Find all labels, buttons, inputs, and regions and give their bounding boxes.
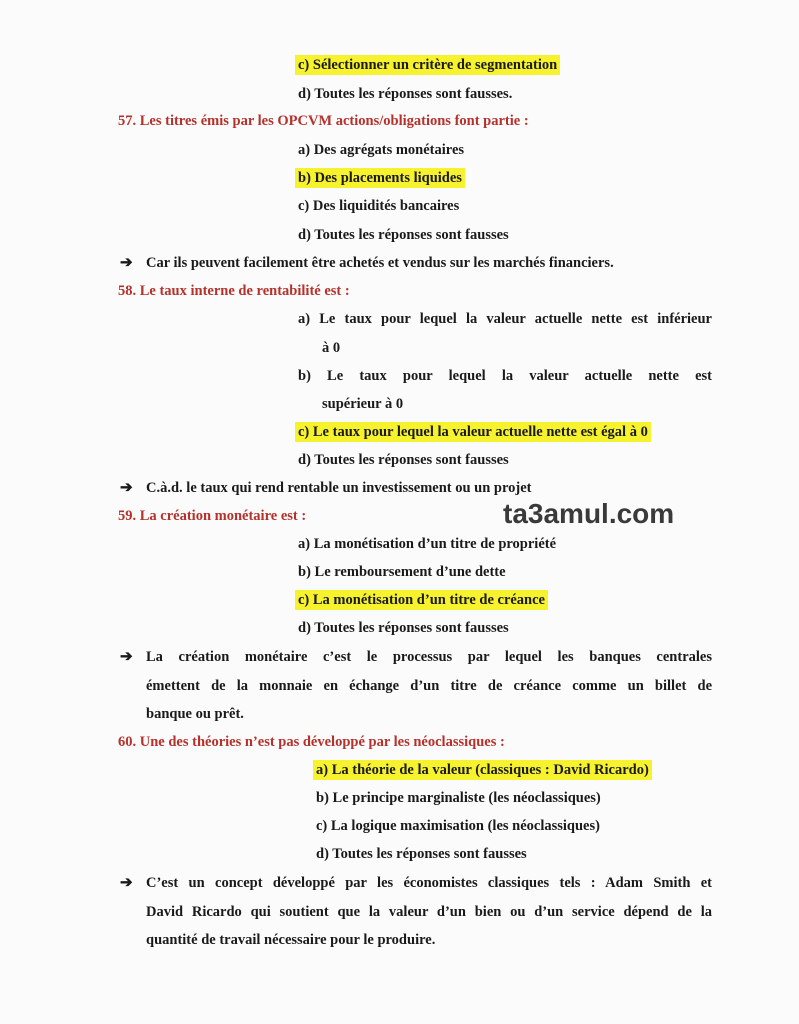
watermark: ta3amul.com <box>503 498 675 529</box>
arrow-right-icon: ➔ <box>120 649 133 665</box>
q56-option-d: d) Toutes les réponses sont fausses. <box>298 86 513 102</box>
q57-option-a: a) Des agrégats monétaires <box>298 142 465 158</box>
q57-title: 57. Les titres émis par les OPCVM actions/obligations font partie : <box>118 113 529 129</box>
q59-option-b: b) Le remboursement d’une dette <box>298 564 506 580</box>
q57-explanation: Car ils peuvent facilement être achetés et vendus sur les marchés financiers. <box>146 255 614 271</box>
q59-option-d: d) Toutes les réponses sont fausses <box>298 620 509 636</box>
q57-option-c: c) Des liquidités bancaires <box>298 198 460 214</box>
q56-option-c-correct: c) Sélectionner un critère de segmentation <box>295 55 560 75</box>
q58-option-b-line2: supérieur à 0 <box>322 396 404 412</box>
arrow-right-icon: ➔ <box>120 875 133 891</box>
q60-explanation-line2: David Ricardo qui soutient que la valeur d’un bien ou d’un service dépend de la <box>146 904 712 920</box>
q60-title: 60. Une des théories n’est pas développé par les néoclassiques : <box>118 734 505 750</box>
q58-title: 58. Le taux interne de rentabilité est : <box>118 283 350 299</box>
q57-option-b-correct: b) Des placements liquides <box>295 168 465 188</box>
q59-explanation-line3: banque ou prêt. <box>146 706 244 722</box>
q57-option-d: d) Toutes les réponses sont fausses <box>298 227 509 243</box>
q59-option-a: a) La monétisation d’un titre de propriété <box>298 536 557 552</box>
q60-option-d: d) Toutes les réponses sont fausses <box>316 846 527 862</box>
arrow-right-icon: ➔ <box>120 255 133 271</box>
q60-option-b: b) Le principe marginaliste (les néoclassiques) <box>316 790 601 806</box>
arrow-right-icon: ➔ <box>120 480 133 496</box>
q60-option-a-correct: a) La théorie de la valeur (classiques : David Ricardo) <box>313 760 652 780</box>
q58-option-d: d) Toutes les réponses sont fausses <box>298 452 509 468</box>
q58-explanation: C.à.d. le taux qui rend rentable un investissement ou un projet <box>146 480 532 496</box>
q60-option-c: c) La logique maximisation (les néoclassiques) <box>316 818 600 834</box>
q60-explanation-line1: C’est un concept développé par les économistes classiques tels : Adam Smith et <box>146 875 712 891</box>
q59-explanation-line1: La création monétaire c’est le processus par lequel les banques centrales <box>146 649 712 665</box>
q58-option-a-line2: à 0 <box>322 340 341 356</box>
q60-explanation-line3: quantité de travail nécessaire pour le produire. <box>146 932 436 948</box>
q58-option-c-correct: c) Le taux pour lequel la valeur actuelle nette est égal à 0 <box>295 422 651 442</box>
q58-option-a-line1: a) Le taux pour lequel la valeur actuelle nette est inférieur <box>298 311 712 327</box>
q59-option-c-correct: c) La monétisation d’un titre de créance <box>295 590 548 610</box>
q59-title: 59. La création monétaire est : <box>118 508 307 524</box>
q59-explanation-line2: émettent de la monnaie en échange d’un titre de créance comme un billet de <box>146 678 712 694</box>
q58-option-b-line1: b) Le taux pour lequel la valeur actuelle nette est <box>298 368 712 384</box>
